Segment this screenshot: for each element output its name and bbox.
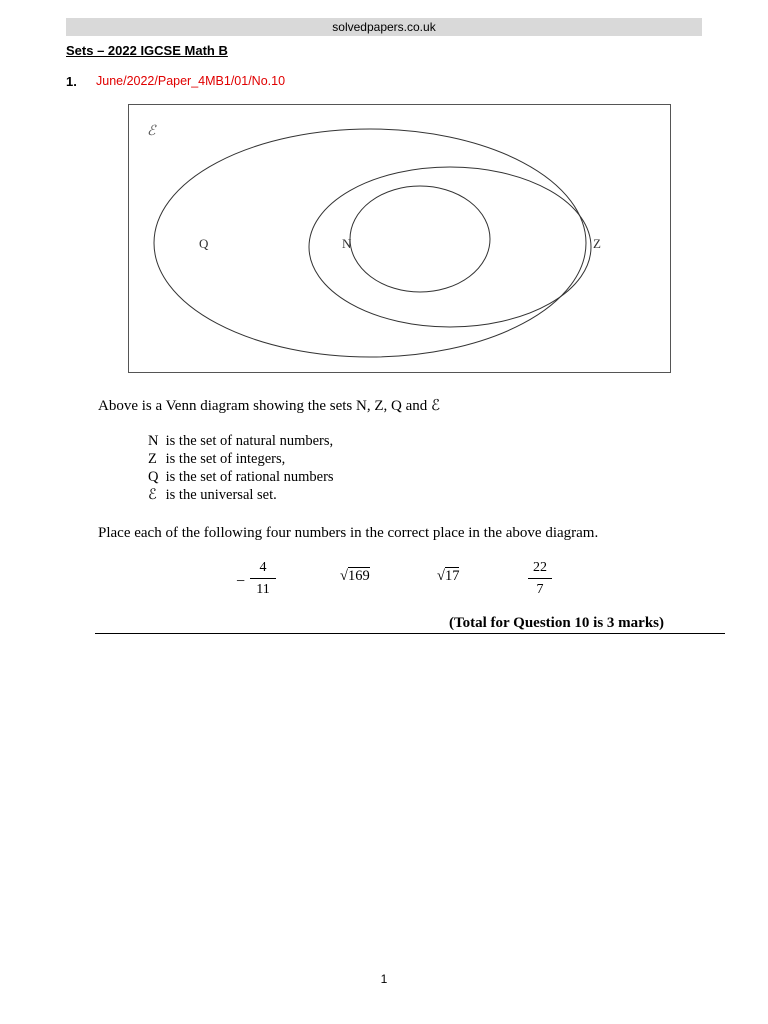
radicand: 169 bbox=[347, 568, 370, 584]
definition-integers bbox=[148, 450, 334, 468]
question-instruction: Place each of the following four numbers in the correct place in the above diagram. bbox=[98, 525, 599, 541]
radical-sign: √ bbox=[437, 568, 445, 584]
definition-symbol: ℰ bbox=[148, 487, 157, 503]
universal-set-label: ℰ bbox=[147, 124, 156, 139]
set-q-label: Q bbox=[199, 236, 209, 251]
definition-text: is the set of rational numbers bbox=[165, 469, 334, 485]
divider-line bbox=[95, 633, 725, 634]
venn-diagram bbox=[128, 104, 671, 373]
numerator: 4 bbox=[259, 560, 267, 575]
negative-sign: − bbox=[236, 573, 246, 590]
fraction-bar bbox=[250, 578, 276, 579]
definition-text: is the set of integers, bbox=[165, 451, 286, 467]
site-header: solvedpapers.co.uk bbox=[66, 18, 702, 36]
numerator: 22 bbox=[533, 560, 547, 575]
definition-natural bbox=[148, 432, 334, 450]
denominator: 7 bbox=[536, 582, 544, 597]
set-definitions bbox=[148, 432, 334, 504]
definition-text: is the set of natural numbers, bbox=[165, 433, 334, 449]
definition-symbol: Z bbox=[148, 451, 157, 467]
page-number: 1 bbox=[380, 972, 388, 986]
question-number: 1. bbox=[66, 74, 77, 89]
definition-symbol: Q bbox=[148, 469, 159, 485]
denominator: 11 bbox=[256, 582, 270, 597]
sqrt-17 bbox=[437, 568, 459, 585]
set-q-ellipse bbox=[154, 129, 586, 357]
definition-rational bbox=[148, 468, 334, 486]
set-n-label: N bbox=[342, 236, 352, 251]
definition-text: is the universal set. bbox=[165, 487, 277, 503]
radicand: 17 bbox=[444, 568, 460, 584]
fraction-bar bbox=[528, 578, 552, 579]
venn-svg bbox=[129, 105, 672, 374]
set-n-ellipse bbox=[350, 186, 490, 292]
total-marks: (Total for Question 10 is 3 marks) bbox=[449, 615, 665, 631]
radical-sign: √ bbox=[340, 568, 348, 584]
fraction-22-over-7 bbox=[528, 560, 552, 598]
fraction-negative-4-over-11 bbox=[250, 560, 276, 598]
set-z-label: Z bbox=[593, 236, 601, 251]
question-intro: Above is a Venn diagram showing the sets N, Z, Q and ℰ bbox=[98, 398, 441, 414]
question-reference: June/2022/Paper_4MB1/01/No.10 bbox=[96, 74, 286, 88]
definition-universal bbox=[148, 486, 334, 504]
document-title: Sets – 2022 IGCSE Math B bbox=[66, 43, 228, 58]
definition-symbol: N bbox=[148, 433, 159, 449]
sqrt-169 bbox=[340, 568, 370, 585]
